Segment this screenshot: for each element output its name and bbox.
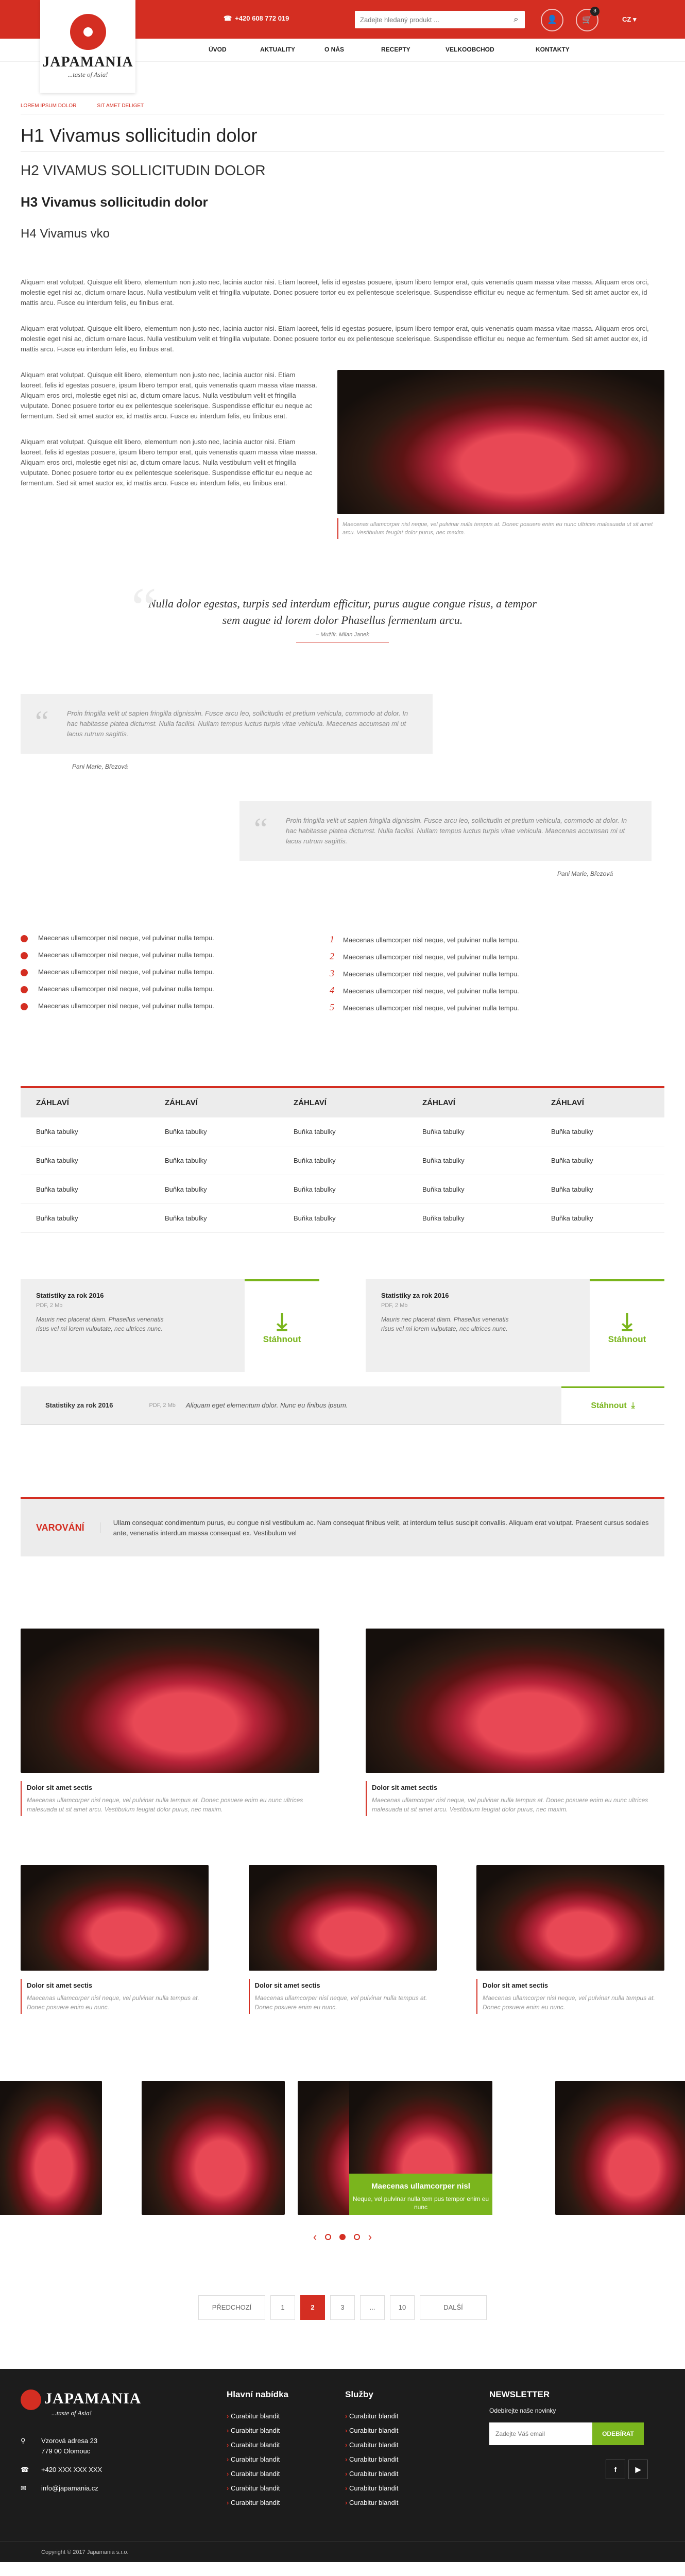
download-button[interactable]: ⤓ Stáhnout (245, 1279, 319, 1372)
facebook-icon[interactable]: f (606, 2460, 625, 2479)
mail-icon: ✉ (21, 2484, 26, 2492)
list-item: 1 Maecenas ullamcorper nisl neque, vel pulvinar nulla tempu. (330, 934, 519, 944)
footer-col-services: Služby › Curabitur blandit › Curabitur blandit › Curabitur blandit › Curabitur blandit › Curabitur blandit › Curabitur blandit › Curabitur blandit (345, 2389, 458, 2510)
social-links (603, 2460, 648, 2479)
download-arrow-icon: ⤓ (622, 1308, 632, 1335)
paragraph: Aliquam erat volutpat. Quisque elit libero, elementum non justo nec, lacinia auctor nisi. Etiam laoreet, felis id egestas posuere, ipsum libero tempor erat, quis venenatis quam massa vitae massa. Aliquam eros orci, molestie eget nisi ac, dictum ornare lacus. Nulla vestibulum velit et fringilla vulputate. Donec posuere tortor eu ex pellentesque scelerisque. Suspendisse efficitur eu neque ac fermentum. Sed sit amet auctor ex, id mattis arcu. Fusce eu interdum felis, eu finibus erat. (21, 325, 649, 353)
footer-link[interactable]: › Curabitur blandit (227, 2496, 340, 2510)
tuna-image (21, 1865, 209, 1971)
quote-mark-icon: “ (254, 812, 268, 846)
bullet-icon (21, 986, 28, 993)
slide[interactable] (0, 2081, 102, 2215)
quote-mark-icon: “ (35, 705, 49, 739)
card-text: Maecenas ullamcorper nisl neque, vel pulvinar nulla tempus at. Donec posuere enim eu nunc. (483, 1994, 655, 2011)
list-item: 4 Maecenas ullamcorper nisl neque, vel pulvinar nulla tempu. (330, 985, 519, 995)
list-item: Maecenas ullamcorper nisl neque, vel pulvinar nulla tempu. (21, 951, 330, 968)
logo-flower-icon (70, 14, 106, 50)
pagination-page[interactable]: 1 (270, 2295, 295, 2320)
download-card (21, 1279, 319, 1372)
bullet-icon (21, 1003, 28, 1010)
footer-link[interactable]: › Curabitur blandit (345, 2452, 458, 2467)
table-row: Buňka tabulky Buňka tabulky Buňka tabulky Buňka tabulky Buňka tabulky (21, 1117, 664, 1146)
divider (21, 151, 664, 152)
slider-dot-active[interactable] (339, 2234, 346, 2240)
data-table (21, 1086, 664, 1233)
footer-link[interactable]: › Curabitur blandit (227, 2438, 340, 2452)
list-item: Maecenas ullamcorper nisl neque, vel pulvinar nulla tempu. (21, 1002, 330, 1019)
download-title: Statistiky za rok 2016 (45, 1401, 113, 1409)
footer-link[interactable]: › Curabitur blandit (227, 2481, 340, 2496)
paragraph: Aliquam erat volutpat. Quisque elit libero, elementum non justo nec, lacinia auctor nisi. Etiam laoreet, felis id egestas posuere, ipsum libero tempor erat, quis venenatis quam massa vitae massa. Aliquam eros orci, molestie eget nisi ac, dictum ornare lacus. Nulla vestibulum velit et fringilla vulputate. Donec posuere tortor eu ex pellentesque scelerisque. Suspendisse efficitur eu neque ac fermentum. Sed sit amet auctor ex, id mattis arcu. Fusce eu interdum felis, eu finibus erat. (21, 278, 649, 307)
slider-controls (0, 2230, 685, 2244)
search-icon[interactable]: ⌕ (513, 15, 519, 24)
logo[interactable] (40, 0, 135, 93)
card-title: Dolor sit amet sectis (27, 1784, 93, 1791)
slider-dot[interactable] (325, 2234, 331, 2240)
pagination-next[interactable]: DALŠÍ (420, 2295, 487, 2320)
bullet-icon (21, 969, 28, 976)
table-row: Buňka tabulky Buňka tabulky Buňka tabulky Buňka tabulky Buňka tabulky (21, 1175, 664, 1204)
heading-1: H1 Vivamus sollicitudin dolor (21, 125, 258, 146)
numbered-list (330, 934, 639, 1019)
location-icon: ⚲ (21, 2437, 26, 2445)
breadcrumb-item[interactable]: LOREM IPSUM DOLOR (21, 103, 77, 109)
user-icon[interactable]: 👤 (541, 9, 563, 31)
table-header: ZÁHLAVÍ (407, 1087, 536, 1117)
footer-link[interactable]: › Curabitur blandit (345, 2496, 458, 2510)
warning-text: Ullam consequat condimentum purus, eu congue nisl vestibulum ac. Nam consequat finibus velit, at interdum tellus suscipit convallis. Aliquam erat volutpat. Praesent cursus sodales ante, venenatis interdum massa consequat ex. Vestibulum vel (113, 1518, 649, 1537)
breadcrumb (21, 103, 664, 109)
card-title: Dolor sit amet sectis (27, 1981, 93, 1989)
tuna-image (0, 2081, 102, 2215)
bullet-list (21, 934, 330, 1019)
list-item: Maecenas ullamcorper nisl neque, vel pulvinar nulla tempu. (21, 968, 330, 985)
list-item: 5 Maecenas ullamcorper nisl neque, vel pulvinar nulla tempu. (330, 1002, 519, 1012)
phone[interactable]: ☎ +420 608 772 019 (224, 14, 289, 22)
footer-tagline: ...taste of Asia! (52, 2409, 92, 2417)
footer-link[interactable]: › Curabitur blandit (227, 2424, 340, 2438)
bullet-icon (21, 935, 28, 942)
download-button[interactable]: Stáhnout ⤓ (561, 1386, 664, 1424)
contact-info: ⚲ Vzorová adresa 23 779 00 Olomouc ☎ +420 XXX XXX XXX ✉ info@japamania.cz (21, 2436, 102, 2502)
footer-link[interactable]: › Curabitur blandit (345, 2424, 458, 2438)
logo-name: JAPAMANIA (42, 54, 133, 70)
paragraph: Aliquam erat volutpat. Quisque elit libero, elementum non justo nec, lacinia auctor nisi. Etiam laoreet, felis id egestas posuere, ipsum libero tempor erat, quis venenatis quam massa vitae massa. Aliquam eros orci, molestie eget nisi ac, dictum ornare lacus. Nulla vestibulum velit et fringilla vulputate. Donec posuere tortor eu ex pellentesque scelerisque. Suspendisse efficitur eu neque ac fermentum. Sed sit amet auctor ex, id mattis arcu. Fusce eu interdum felis, eu finibus erat. (21, 438, 317, 487)
logo-flower-icon (21, 2389, 41, 2410)
card-text: Maecenas ullamcorper nisl neque, vel pulvinar nulla tempus at. Donec posuere enim eu nunc. (27, 1994, 199, 2011)
bullet-icon (21, 952, 28, 959)
table-row: Buňka tabulky Buňka tabulky Buňka tabulky Buňka tabulky Buňka tabulky (21, 1204, 664, 1233)
download-title: Statistiky za rok 2016 (36, 1292, 104, 1299)
footer-link[interactable]: › Curabitur blandit (227, 2409, 340, 2424)
breadcrumb-item[interactable]: SIT AMET DELIGET (97, 103, 144, 109)
warning-box (21, 1497, 664, 1556)
download-meta: PDF, 2 Mb (381, 1302, 408, 1309)
list-item: 2 Maecenas ullamcorper nisl neque, vel pulvinar nulla tempu. (330, 951, 519, 961)
download-desc: Mauris nec placerat diam. Phasellus venenatis risus vel mi lorem vulputate, nec ultrices nunc. (381, 1316, 509, 1332)
logo-tagline: ...taste of Asia! (67, 71, 108, 78)
youtube-icon[interactable]: ▶ (628, 2460, 648, 2479)
list-item: Maecenas ullamcorper nisl neque, vel pulvinar nulla tempu. (21, 934, 330, 951)
blockquote-author: Pani Marie, Březová (557, 870, 613, 877)
tuna-image (249, 1865, 437, 1971)
nav-uvod[interactable]: ÚVOD (209, 46, 227, 53)
pagination-ellipsis: ... (360, 2295, 385, 2320)
newsletter-subscribe-button[interactable]: ODEBÍRAT (592, 2422, 644, 2445)
pagination (0, 2295, 685, 2320)
gallery-card[interactable] (21, 1629, 319, 1816)
chevron-left-icon[interactable]: ‹ (313, 2230, 317, 2243)
list-item: Maecenas ullamcorper nisl neque, vel pulvinar nulla tempu. (21, 985, 330, 1002)
card-text: Maecenas ullamcorper nisl neque, vel pulvinar nulla tempus at. Donec posuere enim eu nunc ultrices malesuada ut sit amet arcu. Vestibulum feugiat dolor purus, nec maxim. (27, 1797, 303, 1813)
gallery-card[interactable] (476, 1865, 664, 2014)
table-header: ZÁHLAVÍ (536, 1087, 664, 1117)
table-header-row (21, 1087, 664, 1117)
download-arrow-icon: ⤓ (277, 1308, 287, 1335)
download-card (366, 1279, 664, 1372)
slide-active[interactable] (349, 2081, 492, 2215)
nav-velkoobchod[interactable]: VELKOOBCHOD (446, 46, 494, 53)
download-row (21, 1386, 664, 1425)
pull-quote (131, 576, 538, 642)
table-header: ZÁHLAVÍ (21, 1087, 149, 1117)
download-desc: Aliquam eget elementum dolor. Nunc eu finibus ipsum. (185, 1401, 348, 1409)
table-row: Buňka tabulky Buňka tabulky Buňka tabulky Buňka tabulky Buňka tabulky (21, 1146, 664, 1175)
download-title: Statistiky za rok 2016 (381, 1292, 449, 1299)
image-caption: Maecenas ullamcorper nisl neque, vel pulvinar nulla tempus at. Donec posuere enim eu nunc ultrices malesuada ut sit amet arcu. Vestibulum feugiat dolor purus, nec maxim. (337, 518, 664, 539)
tuna-image (476, 1865, 664, 1971)
footer-link[interactable]: › Curabitur blandit (227, 2452, 340, 2467)
pagination-page[interactable]: 3 (330, 2295, 355, 2320)
slide-overlay: Maecenas ullamcorper nisl Neque, vel pulvinar nulla tem pus tempor enim eu nunc (349, 2174, 492, 2215)
quote-text: Nulla dolor egestas, turpis sed interdum efficitur, purus augue congue risus, a tempor sem augue id lorem dolor Phasellus fermentum arcu. (148, 597, 537, 626)
footer-link[interactable]: › Curabitur blandit (227, 2467, 340, 2481)
blockquote-right (239, 801, 652, 861)
table-header: ZÁHLAVÍ (278, 1087, 407, 1117)
heading-4: H4 Vivamus vko (21, 227, 110, 241)
tuna-image (142, 2081, 285, 2215)
nav-recepty[interactable]: RECEPTY (381, 46, 410, 53)
quote-mark-icon: “ (131, 576, 157, 639)
download-arrow-icon: ⤓ (631, 1401, 635, 1410)
blockquote-text: Proin fringilla velit ut sapien fringilla dignissim. Fusce arcu leo, sollicitudin et pretium vehicula, commodo at dolor. In hac habitasse platea dictumst. Nulla facilisi. Nullam tempus luctus turpis vitae vehicula. Maecenas accumsan mi ut lacus rutrum sagittis. (286, 817, 627, 845)
gallery-card[interactable] (366, 1629, 664, 1816)
nav-o-nas[interactable]: O NÁS (324, 46, 345, 53)
table-header: ZÁHLAVÍ (149, 1087, 278, 1117)
footer (0, 2369, 685, 2562)
download-desc: Mauris nec placerat diam. Phasellus venenatis risus vel mi lorem vulputate, nec ultrices nunc. (36, 1316, 164, 1332)
download-button[interactable]: ⤓ Stáhnout (590, 1279, 664, 1372)
search-input[interactable] (355, 16, 507, 24)
search-box (355, 11, 525, 28)
phone-icon: ☎ (224, 14, 232, 22)
newsletter-email-input[interactable] (489, 2422, 592, 2445)
tuna-image (21, 1629, 319, 1773)
blockquote-text: Proin fringilla velit ut sapien fringilla dignissim. Fusce arcu leo, sollicitudin et pretium vehicula, commodo at dolor. In hac habitasse platea dictumst. Nulla facilisi. Nullam tempus luctus turpis vitae vehicula. Maecenas accumsan mi ut lacus rutrum sagittis. (67, 709, 408, 738)
nav-kontakty[interactable]: KONTAKTY (536, 46, 570, 53)
copyright: Copyright © 2017 Japamania s.r.o. (0, 2541, 685, 2562)
footer-link[interactable]: › Curabitur blandit (345, 2438, 458, 2452)
card-text: Maecenas ullamcorper nisl neque, vel pulvinar nulla tempus at. Donec posuere enim eu nunc ultrices malesuada ut sit amet arcu. Vestibulum feugiat dolor purus, nec maxim. (372, 1797, 648, 1813)
download-meta: PDF, 2 Mb (36, 1302, 63, 1309)
download-meta: PDF, 2 Mb (149, 1402, 176, 1409)
image-slider (0, 2081, 685, 2215)
tuna-image (555, 2081, 685, 2215)
card-title: Dolor sit amet sectis (372, 1784, 438, 1791)
slider-dot[interactable] (354, 2234, 360, 2240)
footer-link[interactable]: › Curabitur blandit (345, 2481, 458, 2496)
heading-3: H3 Vivamus sollicitudin dolor (21, 194, 208, 210)
cart-icon[interactable]: 🛒 3 (576, 9, 598, 31)
cart-badge: 3 (590, 7, 600, 16)
card-title: Dolor sit amet sectis (483, 1981, 549, 1989)
nav-aktuality[interactable]: AKTUALITY (260, 46, 295, 53)
language-select[interactable]: CZ ▾ (622, 15, 637, 23)
gallery-card[interactable] (249, 1865, 437, 2014)
newsletter: NEWSLETTER Odebírejte naše novinky Zadejte Váš email ODEBÍRAT (489, 2389, 644, 2445)
slide[interactable] (555, 2081, 685, 2215)
footer-link[interactable]: › Curabitur blandit (345, 2467, 458, 2481)
pagination-page[interactable]: 10 (390, 2295, 415, 2320)
footer-col-main: Hlavní nabídka › Curabitur blandit › Curabitur blandit › Curabitur blandit › Curabitur blandit › Curabitur blandit › Curabitur blandit › Curabitur blandit (227, 2389, 340, 2510)
list-item: 3 Maecenas ullamcorper nisl neque, vel pulvinar nulla tempu. (330, 968, 519, 978)
heading-2: H2 VIVAMUS SOLLICITUDIN DOLOR (21, 162, 266, 178)
gallery-card[interactable] (21, 1865, 209, 2014)
footer-link[interactable]: › Curabitur blandit (345, 2409, 458, 2424)
blockquote-left (21, 694, 433, 754)
tuna-image (337, 370, 664, 514)
footer-logo[interactable]: JAPAMANIA (21, 2389, 141, 2410)
slide[interactable] (142, 2081, 285, 2215)
phone-icon: ☎ (21, 2466, 29, 2473)
paragraph: Aliquam erat volutpat. Quisque elit libero, elementum non justo nec, lacinia auctor nisi. Etiam laoreet, felis id egestas posuere, ipsum libero tempor erat, quis venenatis quam massa vitae massa. Aliquam eros orci, molestie eget nisi ac, dictum ornare lacus. Nulla vestibulum velit et fringilla vulputate. Donec posuere tortor eu ex pellentesque scelerisque. Suspendisse efficitur eu neque ac fermentum. Sed sit amet auctor ex, id mattis arcu. Fusce eu interdum felis, eu finibus erat. (21, 371, 317, 420)
pagination-prev[interactable]: PŘEDCHOZÍ (198, 2295, 265, 2320)
pagination-page-active[interactable]: 2 (300, 2295, 325, 2320)
quote-author: – Mužiír. Milan Janek (316, 632, 369, 638)
chevron-right-icon[interactable]: › (368, 2230, 372, 2243)
blockquote-author: Pani Marie, Březová (72, 763, 128, 770)
tuna-image (366, 1629, 664, 1773)
warning-title: VAROVÁNÍ (21, 1522, 100, 1533)
card-title: Dolor sit amet sectis (254, 1981, 320, 1989)
card-text: Maecenas ullamcorper nisl neque, vel pulvinar nulla tempus at. Donec posuere enim eu nunc. (254, 1994, 427, 2011)
